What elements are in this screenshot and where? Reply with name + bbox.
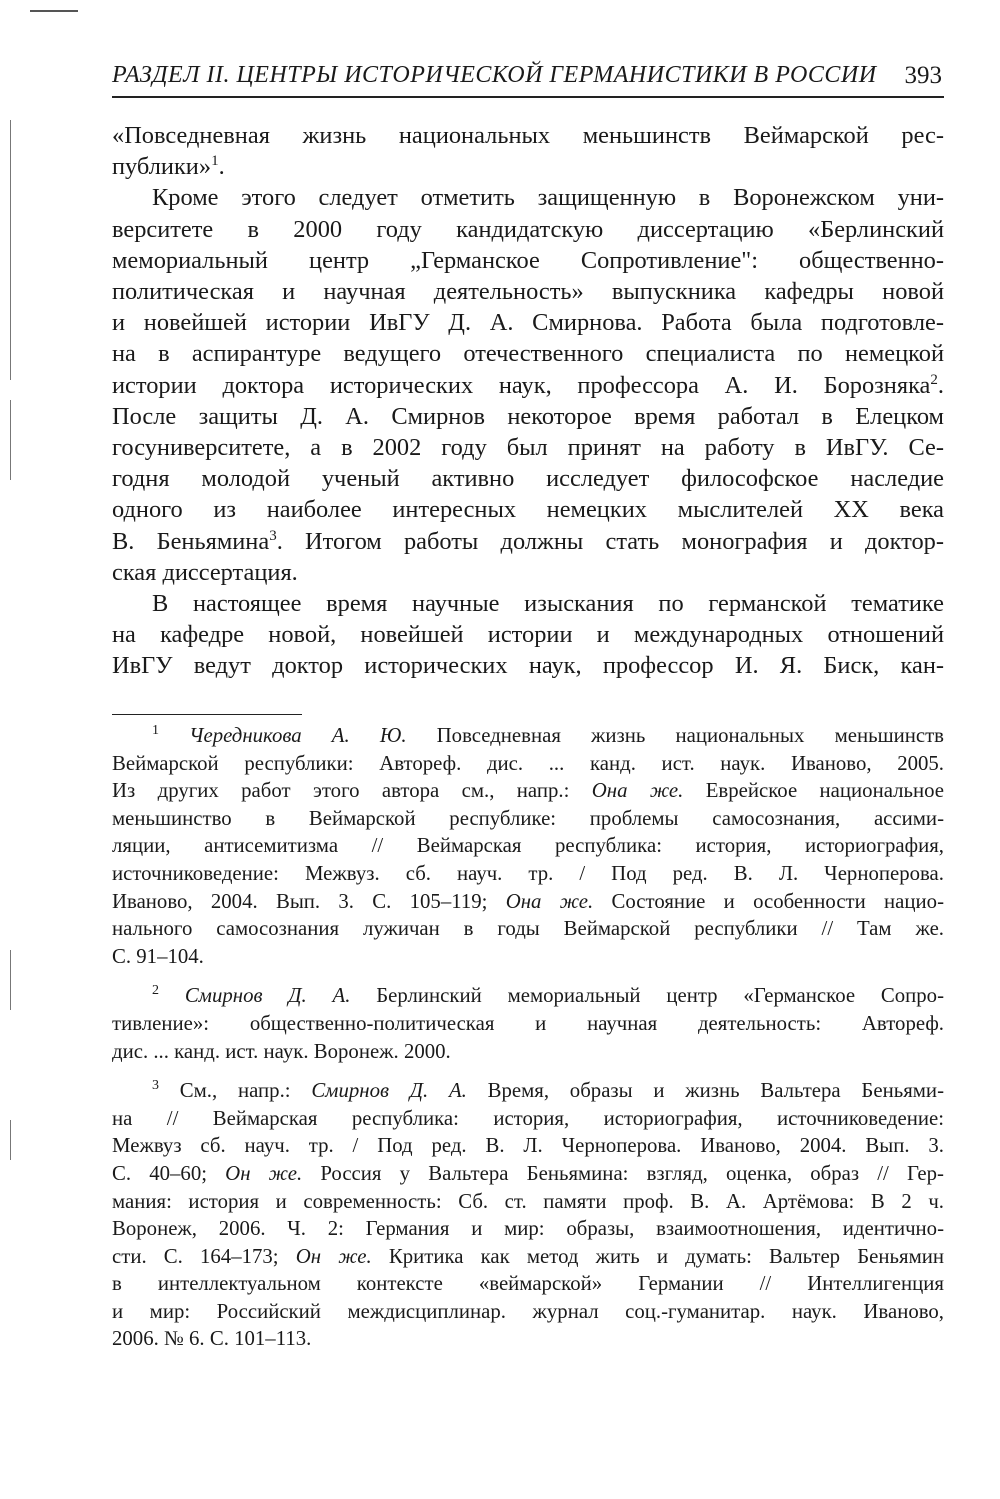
footnote-2 (112, 982, 944, 1065)
text-line: на кафедре новой, новейшей истории и международных отношений (112, 621, 944, 649)
text-line: Кроме этого следует отметить защищенную в Воронежском уни- (152, 184, 944, 212)
page-number: 393 (904, 62, 942, 89)
running-header (112, 58, 944, 98)
text-line: мемориальный центр „Германское Сопротивление": общественно- (112, 246, 944, 274)
text-line: 2006. № 6. С. 101–113. (112, 1327, 312, 1351)
main-text (112, 120, 944, 682)
text-line: Из других работ этого автора см., напр.: Она же. Еврейское национальное (112, 779, 944, 803)
text-line: Веймарской республики: Автореф. дис. ... канд. ист. наук. Иваново, 2005. (112, 751, 944, 775)
text-line: публики»$^1$. (112, 153, 225, 181)
text-line: В. Беньямина$^3$. Итогом работы должны стать монография и доктор- (112, 527, 944, 555)
text-line: Воронеж, 2006. Ч. 2: Германия и мир: образы, взаимоотношения, идентично- (112, 1217, 944, 1241)
text-line: Межвуз сб. науч. тр. / Под ред. В. Л. Черноперова. Иваново, 2004. Вып. 3. (112, 1134, 944, 1158)
text-line: $^3$ См., напр.: Смирнов Д. А. Время, образы и жизнь Вальтера Беньями- (152, 1078, 944, 1103)
text-line: ляции, антисемитизма // Веймарская республика: история, историография, (112, 834, 944, 858)
footnote-ref[interactable]: 3 (269, 527, 277, 544)
text-line: источниковедение: Межвуз. сб. науч. тр. / Под ред. В. Л. Черноперова. (112, 861, 944, 885)
text-line: мания: история и современность: Сб. ст. памяти проф. В. А. Артёмова: В 2 ч. (112, 1189, 944, 1213)
footnote-mark: 1 (152, 723, 159, 738)
footnote-mark: 3 (152, 1078, 159, 1094)
footnote-1 (112, 722, 944, 970)
margin-scan-mark (10, 950, 11, 1010)
header-rule (112, 96, 944, 98)
text-line: на в аспирантуре ведущего отечественного специалиста по немецкой (112, 340, 944, 368)
footnote-ref[interactable]: 1 (211, 153, 219, 170)
text-line: ская диссертация. (112, 558, 298, 586)
footnote-mark: 2 (152, 983, 159, 999)
text-line: на // Веймарская республика: история, историография, источниковедение: (112, 1106, 944, 1130)
footnotes (112, 722, 944, 1365)
text-line: С. 40–60; Он же. Россия у Вальтера Беньямина: взгляд, оценка, образ // Гер- (112, 1161, 944, 1185)
margin-scan-mark (10, 1120, 11, 1160)
top-edge-mark (30, 10, 78, 12)
text-line: Иваново, 2004. Вып. 3. С. 105–119; Она же. Состояние и особенности нацио- (112, 889, 944, 913)
text-line: истории доктора исторических наук, профессора А. И. Борозняка$^2$. (112, 371, 944, 399)
text-line: В настоящее время научные изыскания по германской тематике (152, 590, 944, 618)
text-line: После защиты Д. А. Смирнов некоторое время работал в Елецком (112, 402, 944, 430)
text-line: «Повседневная жизнь национальных меньшинств Веймарской рес- (112, 122, 944, 149)
text-line: $^2$ Смирнов Д. А. Берлинский мемориальный центр «Германское Сопро- (152, 983, 944, 1008)
text-line: и новейшей истории ИвГУ Д. А. Смирнова. Работа была подготовле- (112, 309, 944, 337)
text-line: дис. ... канд. ист. наук. Воронеж. 2000. (112, 1039, 451, 1063)
margin-scan-mark (10, 400, 11, 480)
text-line: С. 91–104. (112, 944, 204, 968)
text-line: верситете в 2000 году кандидатскую диссертацию «Берлинский (112, 215, 944, 243)
text-line: ИвГУ ведут доктор исторических наук, профессор И. Я. Биск, кан- (112, 652, 944, 680)
footnote-separator (112, 714, 302, 715)
footnote-ref[interactable]: 2 (930, 371, 938, 388)
text-line: годня молодой ученый активно исследует философское наследие (112, 465, 944, 493)
footnote-3 (112, 1077, 944, 1353)
text-line: госуниверситете, а в 2002 году был принят на работу в ИвГУ. Се- (112, 434, 944, 462)
text-line: одного из наиболее интересных немецких мыслителей XX века (112, 496, 944, 524)
text-line: в интеллектуальном контексте «веймарской» Германии // Интеллигенция (112, 1272, 944, 1296)
text-line: сти. С. 164–173; Он же. Критика как метод жить и думать: Вальтер Беньямин (112, 1244, 944, 1268)
margin-scan-mark (10, 120, 11, 380)
section-title: РАЗДЕЛ II. ЦЕНТРЫ ИСТОРИЧЕСКОЙ ГЕРМАНИСТИКИ В РОССИИ (112, 62, 877, 88)
text-line: и мир: Российский междисциплинар. журнал соц.-гуманитар. наук. Иваново, (112, 1299, 944, 1323)
text-line: тивление»: общественно-политическая и научная деятельность: Автореф. (112, 1011, 944, 1035)
text-line: нального самосознания лужичан в годы Веймарской республики // Там же. (112, 917, 944, 941)
text-line: политическая и научная деятельность» выпускника кафедры новой (112, 278, 944, 306)
text-line: меньшинство в Веймарской республике: проблемы самосознания, ассими- (112, 806, 944, 830)
text-line: $^1$ Чередникова А. Ю. Повседневная жизнь национальных меньшинств (152, 723, 944, 747)
